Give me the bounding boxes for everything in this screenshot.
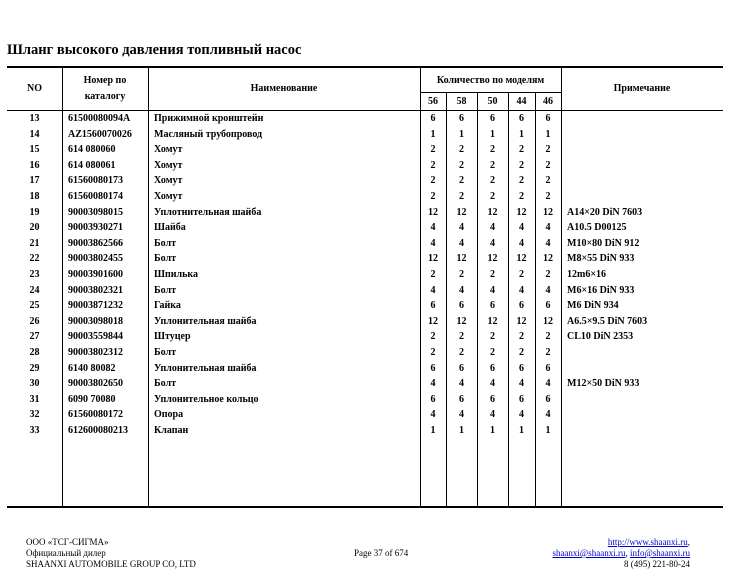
model-quantity: 2	[519, 331, 524, 343]
model-quantity: 4	[490, 284, 495, 296]
header-model: 56	[428, 96, 438, 107]
model-quantity: 6	[545, 113, 551, 124]
footer-phone: 8 (495) 221-80-24	[624, 559, 690, 569]
model-quantity: 1	[459, 128, 464, 140]
row-number: 31	[29, 393, 40, 405]
row-number: 27	[29, 331, 40, 343]
model-quantity: 2	[519, 159, 524, 171]
model-quantity: 1	[519, 425, 524, 436]
model-quantity: 12	[456, 253, 467, 265]
model-quantity: 1	[545, 128, 551, 140]
model-quantity: 6	[430, 300, 436, 312]
model-quantity: 2	[545, 269, 551, 280]
model-quantity: 2	[545, 175, 551, 187]
col-divider	[148, 68, 149, 506]
model-quantity: 12	[487, 253, 498, 265]
model-quantity: 4	[459, 284, 464, 296]
model-quantity: 6	[490, 300, 495, 312]
model-quantity: 2	[459, 191, 464, 202]
model-quantity: 4	[490, 237, 495, 249]
row-number: 17	[29, 175, 40, 187]
row-number: 25	[29, 300, 40, 312]
model-quantity: 2	[490, 144, 495, 156]
model-quantity: 2	[459, 159, 464, 171]
row-number: 30	[29, 378, 40, 390]
header-no: NO	[27, 83, 42, 94]
model-quantity: 4	[430, 378, 436, 390]
model-quantity: 4	[545, 409, 551, 421]
model-quantity: 4	[519, 222, 524, 234]
email-link[interactable]: info@shaanxi.ru	[629, 548, 690, 558]
part-name: Прижимной кронштейн	[154, 113, 264, 124]
model-quantity: 12	[456, 206, 467, 218]
model-quantity: 4	[459, 237, 464, 249]
model-quantity: 2	[519, 269, 524, 280]
catalog-number: 90003871232	[68, 300, 123, 312]
website-link[interactable]: http://www.shaanxi.ru	[607, 537, 688, 547]
row-number: 14	[29, 128, 40, 140]
model-quantity: 6	[430, 393, 436, 405]
model-quantity: 1	[430, 128, 436, 140]
header-separator	[7, 110, 723, 111]
model-quantity: 1	[490, 128, 495, 140]
model-quantity: 1	[545, 425, 551, 436]
catalog-number: 90003901600	[68, 269, 123, 280]
model-quantity: 4	[545, 237, 551, 249]
model-quantity: 1	[430, 425, 436, 436]
model-quantity: 2	[490, 175, 495, 187]
row-number: 24	[29, 284, 40, 296]
header-note: Примечание	[613, 83, 671, 94]
model-quantity: 2	[430, 159, 436, 171]
model-quantity: 2	[519, 175, 524, 187]
part-note: A14×20 DiN 7603	[567, 206, 643, 218]
part-note: M8×55 DiN 933	[567, 253, 635, 265]
model-quantity: 1	[519, 128, 524, 140]
catalog-number: 6140 80082	[68, 362, 116, 374]
catalog-number: 6090 70080	[68, 393, 116, 405]
footer-dealer: Официальный дилер	[26, 548, 106, 558]
model-quantity: 6	[519, 393, 524, 405]
part-name: Хомут	[154, 159, 183, 171]
part-name: Масляный трубопровод	[154, 128, 263, 140]
catalog-number: 90003862566	[68, 237, 123, 249]
row-number: 23	[29, 269, 40, 280]
footer-url-suffix: ,	[687, 537, 690, 547]
model-quantity: 4	[490, 378, 495, 390]
header-model: 58	[456, 96, 467, 107]
catalog-number: 61560080174	[68, 191, 123, 202]
part-note: M10×80 DiN 912	[567, 237, 640, 249]
model-quantity: 12	[428, 253, 438, 265]
model-quantity: 2	[490, 331, 495, 343]
model-quantity: 6	[459, 113, 464, 124]
header-name: Наименование	[250, 83, 318, 94]
model-quantity: 2	[459, 269, 464, 280]
model-quantity: 6	[545, 393, 551, 405]
part-name: Штуцер	[154, 331, 191, 343]
model-quantity: 12	[487, 206, 498, 218]
row-number: 13	[29, 113, 40, 124]
model-quantity: 6	[490, 113, 495, 124]
model-quantity: 2	[430, 144, 436, 156]
model-quantity: 4	[519, 378, 524, 390]
part-name: Уплонительная шайба	[154, 315, 257, 327]
model-quantity: 4	[545, 378, 551, 390]
model-quantity: 4	[490, 222, 495, 234]
catalog-number: 61560080172	[68, 409, 123, 421]
model-quantity: 4	[545, 222, 551, 234]
model-quantity: 2	[459, 331, 464, 343]
model-quantity: 6	[459, 393, 464, 405]
model-quantity: 12	[516, 206, 527, 218]
model-quantity: 6	[490, 362, 495, 374]
model-quantity: 2	[430, 269, 436, 280]
model-quantity: 12	[428, 206, 438, 218]
header-catalog-2: каталогу	[84, 91, 126, 102]
row-number: 29	[29, 362, 40, 374]
catalog-number: 90003098015	[68, 206, 123, 218]
part-name: Хомут	[154, 144, 183, 156]
catalog-number: 90003802650	[68, 378, 123, 390]
row-number: 28	[29, 347, 40, 358]
model-quantity: 2	[545, 347, 551, 358]
model-quantity: 4	[519, 237, 524, 249]
row-number: 26	[29, 315, 40, 327]
model-quantity: 1	[490, 425, 495, 436]
header-qty: Количество по моделям	[436, 75, 545, 86]
part-name: Уплонительная шайба	[154, 362, 257, 374]
part-name: Болт	[154, 347, 177, 358]
model-quantity: 4	[459, 378, 464, 390]
part-name: Болт	[154, 237, 177, 249]
model-quantity: 2	[490, 159, 495, 171]
catalog-number: 90003802321	[68, 284, 123, 296]
model-quantity: 2	[430, 331, 436, 343]
footer-group: SHAANXI AUTOMOBILE GROUP CO, LTD	[26, 559, 196, 569]
model-quantity: 4	[459, 409, 464, 421]
part-name: Шайба	[154, 222, 186, 234]
row-number: 15	[29, 144, 40, 156]
catalog-number: 614 080061	[68, 159, 116, 171]
model-quantity: 12	[543, 206, 553, 218]
footer-email-sep: ,	[625, 548, 630, 558]
model-quantity: 2	[459, 347, 464, 358]
model-quantity: 6	[519, 362, 524, 374]
footer-email-line	[552, 548, 690, 559]
part-name: Уплонительное кольцо	[154, 393, 259, 405]
part-note: M12×50 DiN 933	[567, 378, 640, 390]
model-quantity: 4	[459, 222, 464, 234]
part-note: 12m6×16	[567, 269, 607, 280]
model-quantity: 6	[519, 300, 524, 312]
row-number: 33	[29, 425, 40, 436]
row-number: 22	[29, 253, 40, 265]
model-quantity: 2	[459, 175, 464, 187]
model-quantity: 2	[545, 144, 551, 156]
model-quantity: 2	[519, 144, 524, 156]
model-quantity: 2	[490, 347, 495, 358]
catalog-number: 90003802455	[68, 253, 123, 265]
part-name: Хомут	[154, 175, 183, 187]
model-quantity: 6	[459, 362, 464, 374]
model-quantity: 2	[545, 159, 551, 171]
header-model: 44	[516, 96, 527, 107]
part-name: Болт	[154, 378, 177, 390]
model-quantity: 4	[430, 409, 436, 421]
part-name: Клапан	[154, 425, 189, 436]
header-separator	[420, 92, 561, 93]
part-name: Болт	[154, 284, 177, 296]
part-note: A10.5 D00125	[567, 222, 627, 234]
row-number: 16	[29, 159, 40, 171]
row-number: 19	[29, 206, 40, 218]
catalog-number: 90003802312	[68, 347, 123, 358]
model-quantity: 12	[516, 253, 527, 265]
part-name: Хомут	[154, 191, 183, 202]
catalog-number: AZ1560070026	[68, 128, 132, 140]
model-quantity: 1	[459, 425, 464, 436]
header-catalog-1: Номер по	[83, 75, 127, 86]
email-link[interactable]: shaanxi@shaanxi.ru	[552, 548, 626, 558]
model-quantity: 4	[490, 409, 495, 421]
page-number: Page 37 of 674	[354, 548, 409, 558]
model-quantity: 2	[430, 175, 436, 187]
model-quantity: 6	[490, 393, 495, 405]
row-number: 18	[29, 191, 40, 202]
footer-url-line	[608, 537, 690, 548]
catalog-number: 614 080060	[68, 144, 116, 156]
catalog-number: 90003930271	[68, 222, 123, 234]
part-name: Болт	[154, 253, 177, 265]
model-quantity: 4	[519, 409, 524, 421]
model-quantity: 6	[459, 300, 464, 312]
model-quantity: 12	[456, 315, 467, 327]
model-quantity: 2	[430, 191, 436, 202]
part-note: M6 DiN 934	[567, 300, 619, 312]
part-name: Гайка	[154, 300, 181, 312]
model-quantity: 2	[430, 347, 436, 358]
model-quantity: 2	[519, 347, 524, 358]
model-quantity: 4	[545, 284, 551, 296]
part-name: Шпилька	[154, 269, 199, 280]
col-divider	[62, 68, 63, 506]
model-quantity: 6	[545, 300, 551, 312]
row-number: 32	[29, 409, 40, 421]
col-divider	[561, 68, 562, 506]
catalog-number: 90003559844	[68, 331, 123, 343]
model-quantity: 4	[430, 237, 436, 249]
model-quantity: 12	[543, 315, 553, 327]
catalog-number: 61500080094A	[68, 113, 131, 124]
model-quantity: 6	[519, 113, 524, 124]
model-quantity: 2	[459, 144, 464, 156]
model-quantity: 12	[428, 315, 438, 327]
part-note: CL10 DiN 2353	[567, 331, 634, 343]
catalog-number: 61560080173	[68, 175, 123, 187]
model-quantity: 2	[545, 331, 551, 343]
row-number: 20	[29, 222, 40, 234]
part-note: A6.5×9.5 DiN 7603	[567, 315, 648, 327]
model-quantity: 12	[487, 315, 498, 327]
model-quantity: 4	[519, 284, 524, 296]
header-model: 46	[543, 96, 553, 107]
model-quantity: 4	[430, 222, 436, 234]
model-quantity: 2	[490, 191, 495, 202]
model-quantity: 12	[516, 315, 527, 327]
model-quantity: 6	[545, 362, 551, 374]
page-title: Шланг высокого давления топливный насос	[7, 42, 302, 58]
catalog-number: 612600080213	[68, 425, 128, 436]
part-note: M6×16 DiN 933	[567, 284, 635, 296]
model-quantity: 2	[490, 269, 495, 280]
catalog-number: 90003098018	[68, 315, 123, 327]
part-name: Уплотнительная шайба	[154, 206, 262, 218]
header-model: 50	[487, 96, 498, 107]
row-number: 21	[29, 237, 40, 249]
model-quantity: 6	[430, 113, 436, 124]
model-quantity: 12	[543, 253, 553, 265]
footer-company: ООО «ТСГ-СИГМА»	[26, 537, 109, 547]
model-quantity: 2	[519, 191, 524, 202]
model-quantity: 4	[430, 284, 436, 296]
part-name: Опора	[154, 409, 184, 421]
model-quantity: 2	[545, 191, 551, 202]
model-quantity: 6	[430, 362, 436, 374]
